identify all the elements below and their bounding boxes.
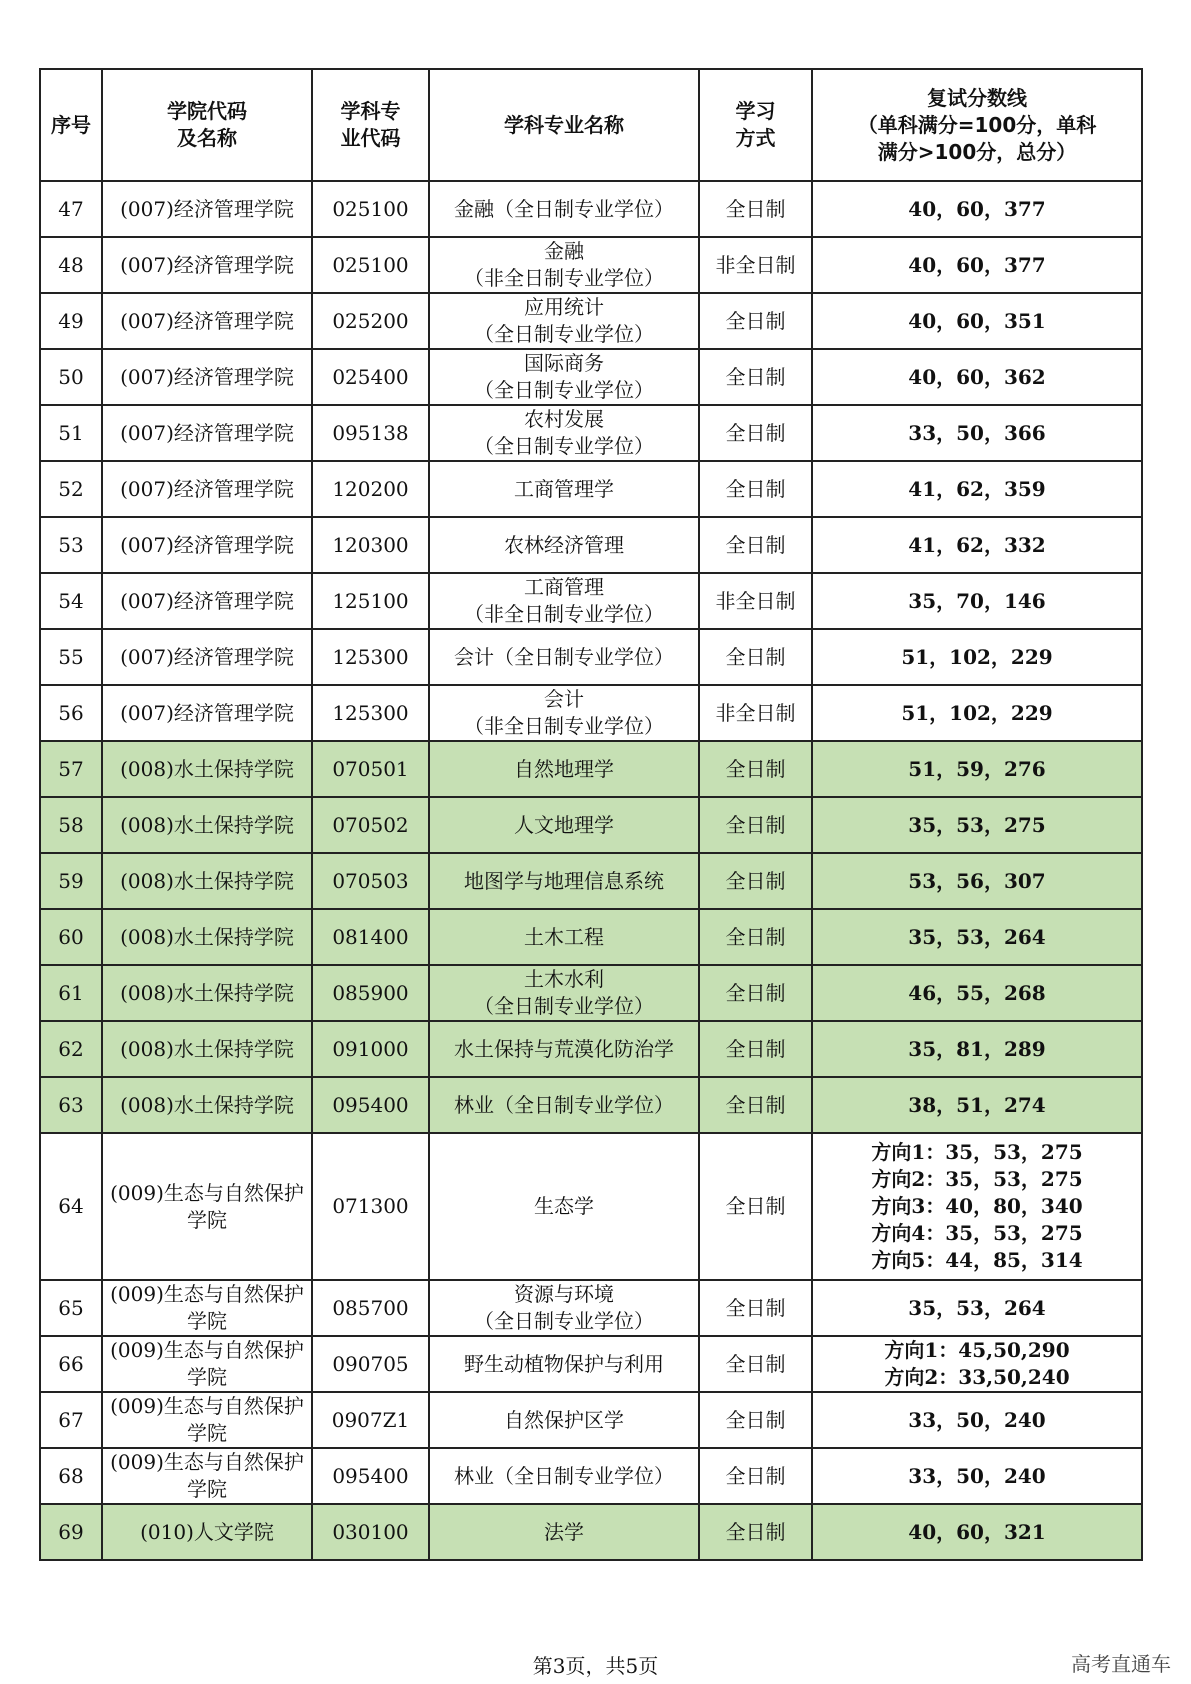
cell-mode: 全日制 bbox=[699, 1133, 812, 1280]
cell-mode: 全日制 bbox=[699, 461, 812, 517]
cell-college: (008)水土保持学院 bbox=[102, 965, 312, 1021]
cell-major: 林业（全日制专业学位） bbox=[429, 1448, 699, 1504]
table-row bbox=[40, 685, 1142, 741]
cell-mode: 全日制 bbox=[699, 909, 812, 965]
cell-college: (010)人文学院 bbox=[102, 1504, 312, 1560]
cell-mode: 全日制 bbox=[699, 517, 812, 573]
cell-mode: 全日制 bbox=[699, 797, 812, 853]
table-row bbox=[40, 1021, 1142, 1077]
cell-seq: 59 bbox=[40, 853, 102, 909]
cell-major: 林业（全日制专业学位） bbox=[429, 1077, 699, 1133]
cell-major: 会计（全日制专业学位） bbox=[429, 629, 699, 685]
cell-score: 33，50，240 bbox=[812, 1392, 1142, 1448]
cell-seq: 69 bbox=[40, 1504, 102, 1560]
table-row bbox=[40, 1280, 1142, 1336]
cell-mode: 全日制 bbox=[699, 741, 812, 797]
table-row bbox=[40, 1504, 1142, 1560]
cell-seq: 62 bbox=[40, 1021, 102, 1077]
cell-major: 会计 （非全日制专业学位） bbox=[429, 685, 699, 741]
cell-seq: 52 bbox=[40, 461, 102, 517]
cell-major: 生态学 bbox=[429, 1133, 699, 1280]
table-row bbox=[40, 293, 1142, 349]
cell-score: 40，60，362 bbox=[812, 349, 1142, 405]
cell-code: 125100 bbox=[312, 573, 429, 629]
cell-college: (008)水土保持学院 bbox=[102, 1077, 312, 1133]
cell-college: (007)经济管理学院 bbox=[102, 629, 312, 685]
cell-seq: 58 bbox=[40, 797, 102, 853]
cell-score: 35，53，264 bbox=[812, 1280, 1142, 1336]
cell-seq: 54 bbox=[40, 573, 102, 629]
cell-score: 33，50，366 bbox=[812, 405, 1142, 461]
cell-college: (009)生态与自然保护 学院 bbox=[102, 1133, 312, 1280]
table-row bbox=[40, 629, 1142, 685]
cell-score: 40，60，377 bbox=[812, 237, 1142, 293]
cell-college: (007)经济管理学院 bbox=[102, 573, 312, 629]
table-row bbox=[40, 517, 1142, 573]
cell-college: (007)经济管理学院 bbox=[102, 461, 312, 517]
cell-code: 0907Z1 bbox=[312, 1392, 429, 1448]
cell-score: 41，62，359 bbox=[812, 461, 1142, 517]
cell-seq: 51 bbox=[40, 405, 102, 461]
cell-seq: 55 bbox=[40, 629, 102, 685]
cell-mode: 全日制 bbox=[699, 853, 812, 909]
cell-code: 095400 bbox=[312, 1077, 429, 1133]
cell-code: 085700 bbox=[312, 1280, 429, 1336]
header-major: 学科专业名称 bbox=[429, 69, 699, 181]
cell-code: 025200 bbox=[312, 293, 429, 349]
cell-college: (008)水土保持学院 bbox=[102, 741, 312, 797]
cell-major: 自然地理学 bbox=[429, 741, 699, 797]
cell-mode: 全日制 bbox=[699, 1280, 812, 1336]
cell-code: 085900 bbox=[312, 965, 429, 1021]
cell-major: 应用统计 （全日制专业学位） bbox=[429, 293, 699, 349]
cell-mode: 全日制 bbox=[699, 1448, 812, 1504]
cell-college: (009)生态与自然保护 学院 bbox=[102, 1392, 312, 1448]
page-footer: 第3页，共5页 bbox=[532, 1654, 659, 1678]
cell-major: 农林经济管理 bbox=[429, 517, 699, 573]
cell-major: 土木水利 （全日制专业学位） bbox=[429, 965, 699, 1021]
cell-code: 125300 bbox=[312, 629, 429, 685]
cell-major: 人文地理学 bbox=[429, 797, 699, 853]
cell-mode: 非全日制 bbox=[699, 573, 812, 629]
cell-code: 090705 bbox=[312, 1336, 429, 1392]
cell-code: 125300 bbox=[312, 685, 429, 741]
table-row bbox=[40, 573, 1142, 629]
cell-code: 081400 bbox=[312, 909, 429, 965]
cell-code: 070502 bbox=[312, 797, 429, 853]
cell-major: 工商管理学 bbox=[429, 461, 699, 517]
table-row bbox=[40, 965, 1142, 1021]
cell-major: 野生动植物保护与利用 bbox=[429, 1336, 699, 1392]
cell-seq: 56 bbox=[40, 685, 102, 741]
cell-major: 资源与环境 （全日制专业学位） bbox=[429, 1280, 699, 1336]
cell-college: (007)经济管理学院 bbox=[102, 293, 312, 349]
cell-major: 国际商务 （全日制专业学位） bbox=[429, 349, 699, 405]
cell-mode: 全日制 bbox=[699, 629, 812, 685]
cell-score: 53，56，307 bbox=[812, 853, 1142, 909]
cell-code: 120300 bbox=[312, 517, 429, 573]
table-row bbox=[40, 405, 1142, 461]
cell-score: 51，59，276 bbox=[812, 741, 1142, 797]
cell-seq: 67 bbox=[40, 1392, 102, 1448]
cell-major: 金融（全日制专业学位） bbox=[429, 181, 699, 237]
cell-mode: 全日制 bbox=[699, 1021, 812, 1077]
cell-mode: 全日制 bbox=[699, 1077, 812, 1133]
table-row bbox=[40, 237, 1142, 293]
cell-code: 071300 bbox=[312, 1133, 429, 1280]
cell-score: 51，102，229 bbox=[812, 685, 1142, 741]
cell-code: 025100 bbox=[312, 181, 429, 237]
cell-college: (007)经济管理学院 bbox=[102, 349, 312, 405]
cell-major: 工商管理 （非全日制专业学位） bbox=[429, 573, 699, 629]
cell-mode: 全日制 bbox=[699, 405, 812, 461]
header-mode: 学习 方式 bbox=[699, 69, 812, 181]
table-row bbox=[40, 909, 1142, 965]
cell-college: (007)经济管理学院 bbox=[102, 405, 312, 461]
cell-code: 095400 bbox=[312, 1448, 429, 1504]
table-row bbox=[40, 181, 1142, 237]
cell-score: 方向1：45,50,290 方向2：33,50,240 bbox=[812, 1336, 1142, 1392]
cell-code: 025100 bbox=[312, 237, 429, 293]
cell-mode: 非全日制 bbox=[699, 237, 812, 293]
cell-mode: 全日制 bbox=[699, 293, 812, 349]
table-row bbox=[40, 461, 1142, 517]
cell-score: 40，60，351 bbox=[812, 293, 1142, 349]
cell-college: (008)水土保持学院 bbox=[102, 1021, 312, 1077]
cell-major: 地图学与地理信息系统 bbox=[429, 853, 699, 909]
cell-score: 41，62，332 bbox=[812, 517, 1142, 573]
cell-code: 030100 bbox=[312, 1504, 429, 1560]
cell-seq: 61 bbox=[40, 965, 102, 1021]
cell-college: (009)生态与自然保护 学院 bbox=[102, 1280, 312, 1336]
cell-score: 46，55，268 bbox=[812, 965, 1142, 1021]
cell-mode: 全日制 bbox=[699, 1336, 812, 1392]
cell-mode: 全日制 bbox=[699, 1392, 812, 1448]
cell-seq: 53 bbox=[40, 517, 102, 573]
header-row bbox=[40, 69, 1142, 181]
header-college: 学院代码 及名称 bbox=[102, 69, 312, 181]
cell-score: 35，70，146 bbox=[812, 573, 1142, 629]
cell-college: (007)经济管理学院 bbox=[102, 685, 312, 741]
cell-college: (009)生态与自然保护 学院 bbox=[102, 1336, 312, 1392]
cell-college: (008)水土保持学院 bbox=[102, 853, 312, 909]
cell-seq: 50 bbox=[40, 349, 102, 405]
table-row bbox=[40, 1392, 1142, 1448]
cell-seq: 48 bbox=[40, 237, 102, 293]
cell-college: (008)水土保持学院 bbox=[102, 909, 312, 965]
cell-mode: 全日制 bbox=[699, 181, 812, 237]
table-row bbox=[40, 741, 1142, 797]
cell-major: 金融 （非全日制专业学位） bbox=[429, 237, 699, 293]
cell-code: 070503 bbox=[312, 853, 429, 909]
table-row bbox=[40, 1077, 1142, 1133]
cell-seq: 47 bbox=[40, 181, 102, 237]
cell-seq: 60 bbox=[40, 909, 102, 965]
table-row bbox=[40, 1448, 1142, 1504]
table-body bbox=[40, 181, 1142, 1560]
cell-seq: 65 bbox=[40, 1280, 102, 1336]
cell-seq: 64 bbox=[40, 1133, 102, 1280]
cell-mode: 全日制 bbox=[699, 349, 812, 405]
cell-score: 38，51，274 bbox=[812, 1077, 1142, 1133]
cell-code: 025400 bbox=[312, 349, 429, 405]
header-score: 复试分数线 （单科满分=100分，单科 满分>100分，总分） bbox=[812, 69, 1142, 181]
cell-major: 水土保持与荒漠化防治学 bbox=[429, 1021, 699, 1077]
cell-mode: 非全日制 bbox=[699, 685, 812, 741]
score-table bbox=[39, 68, 1143, 1561]
cell-seq: 49 bbox=[40, 293, 102, 349]
table-row bbox=[40, 853, 1142, 909]
cell-college: (007)经济管理学院 bbox=[102, 517, 312, 573]
cell-seq: 68 bbox=[40, 1448, 102, 1504]
cell-mode: 全日制 bbox=[699, 1504, 812, 1560]
cell-college: (007)经济管理学院 bbox=[102, 181, 312, 237]
table-row bbox=[40, 1133, 1142, 1280]
cell-code: 095138 bbox=[312, 405, 429, 461]
cell-college: (008)水土保持学院 bbox=[102, 797, 312, 853]
cell-score: 35，81，289 bbox=[812, 1021, 1142, 1077]
cell-score: 35，53，264 bbox=[812, 909, 1142, 965]
table-row bbox=[40, 797, 1142, 853]
cell-college: (009)生态与自然保护 学院 bbox=[102, 1448, 312, 1504]
cell-score: 40，60，321 bbox=[812, 1504, 1142, 1560]
cell-score: 51，102，229 bbox=[812, 629, 1142, 685]
header-code: 学科专 业代码 bbox=[312, 69, 429, 181]
cell-seq: 66 bbox=[40, 1336, 102, 1392]
cell-seq: 57 bbox=[40, 741, 102, 797]
cell-score: 方向1：35，53，275 方向2：35，53，275 方向3：40，80，340 方向4：35，53，275 方向5：44，85，314 bbox=[812, 1133, 1142, 1280]
cell-mode: 全日制 bbox=[699, 965, 812, 1021]
cell-score: 35，53，275 bbox=[812, 797, 1142, 853]
header-seq: 序号 bbox=[40, 69, 102, 181]
cell-score: 33，50，240 bbox=[812, 1448, 1142, 1504]
table-row bbox=[40, 1336, 1142, 1392]
cell-score: 40，60，377 bbox=[812, 181, 1142, 237]
cell-code: 091000 bbox=[312, 1021, 429, 1077]
cell-code: 070501 bbox=[312, 741, 429, 797]
cell-major: 农村发展 （全日制专业学位） bbox=[429, 405, 699, 461]
cell-major: 土木工程 bbox=[429, 909, 699, 965]
cell-seq: 63 bbox=[40, 1077, 102, 1133]
cell-code: 120200 bbox=[312, 461, 429, 517]
watermark: 高考直通车 bbox=[1071, 1652, 1171, 1676]
cell-major: 自然保护区学 bbox=[429, 1392, 699, 1448]
cell-college: (007)经济管理学院 bbox=[102, 237, 312, 293]
cell-major: 法学 bbox=[429, 1504, 699, 1560]
table-row bbox=[40, 349, 1142, 405]
